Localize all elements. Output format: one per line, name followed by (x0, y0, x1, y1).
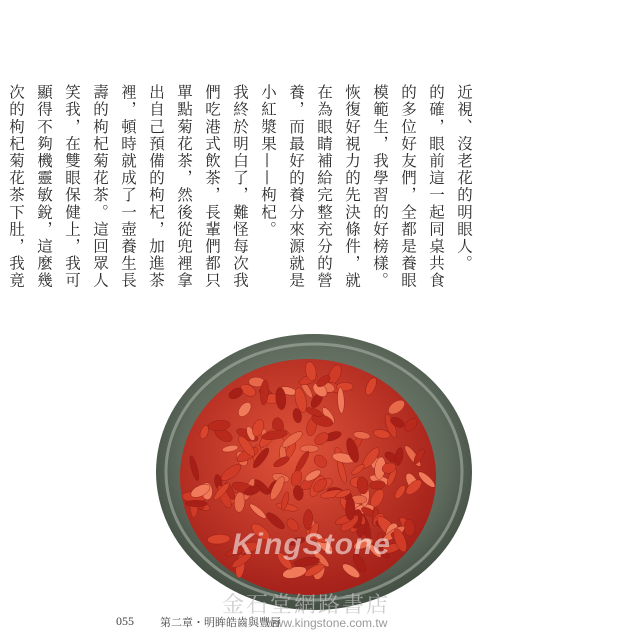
watermark-chinese: 金石堂網路書店 (222, 593, 391, 618)
goji-berry (346, 497, 355, 520)
paragraph: 近視、沒老花的明眼人。 (455, 84, 473, 273)
page-number: 055 (116, 614, 134, 628)
watermark-logo: KingStone (232, 528, 391, 561)
paragraph: 的確，眼前這一起同桌共食的多位好友們，全都是養眼模範生，我學習的好榜樣。恢復好視力的先決條件，就在為眼睛補給完整充分的營養，而最好的養分來源就是小紅漿果——枸杞。 (259, 84, 445, 290)
paragraph: 我終於明白了，難怪每次我們吃港式飲茶，長輩們都只單點菊花茶，然後從兜裡拿出自己預備的枸杞，加進茶裡，頓時就成了一壺養生長壽的枸杞菊花茶。這回眾人笑我，在雙眼保健上，我可顯得不夠機靈敏銳，這麼幾次的枸杞菊花茶下肚，我竟 (7, 84, 249, 290)
goji-berry-photo (148, 322, 488, 610)
running-head: 第二章・明眸皓齒與豐唇 (160, 616, 281, 629)
watermark-url: www.kingstone.com.tw (266, 616, 388, 630)
body-text (7, 84, 478, 302)
goji-bowl-illustration (148, 322, 488, 610)
goji-berry (300, 445, 319, 452)
